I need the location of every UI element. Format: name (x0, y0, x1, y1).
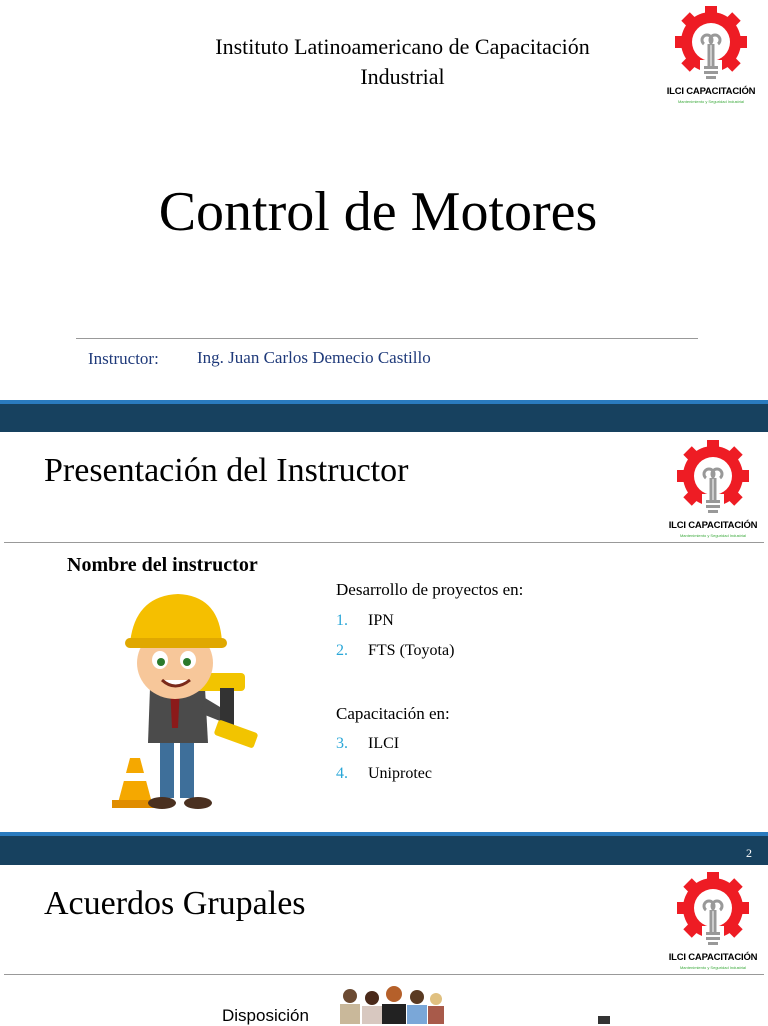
divider (4, 974, 764, 975)
list-item: 3. ILCI (336, 735, 400, 752)
ilci-logo: ILCI CAPACITACIÓN Mantenimiento y Seguridad Industrial (668, 870, 758, 975)
list-item: 4. Uniprotec (336, 765, 432, 782)
divider (4, 542, 764, 543)
projects-heading: Desarrollo de proyectos en: (336, 580, 524, 599)
name-heading: Nombre del instructor (67, 554, 258, 576)
page-number: 2 (746, 846, 752, 860)
list-item: 1. IPN (336, 612, 394, 629)
gear-bulb-icon (668, 438, 758, 520)
photo-fragment (598, 1016, 610, 1024)
ilci-logo: ILCI CAPACITACIÓN Mantenimiento y Seguridad Industrial (666, 4, 756, 109)
institute-name: Instituto Latinoamericano de Capacitación Industrial (215, 34, 590, 89)
gear-bulb-icon (668, 870, 758, 952)
instructor-name: Ing. Juan Carlos Demecio Castillo (197, 348, 431, 367)
list-item: 2. FTS (Toyota) (336, 642, 455, 659)
slide-separator-bar (0, 832, 768, 865)
gear-bulb-icon (666, 4, 756, 86)
slide-title: Presentación del Instructor (44, 452, 409, 489)
image-caption: Disposición (222, 1006, 309, 1025)
slide-separator-bar (0, 400, 768, 432)
training-heading: Capacitación en: (336, 704, 450, 723)
group-photo (330, 984, 450, 1024)
ilci-logo: ILCI CAPACITACIÓN Mantenimiento y Seguridad Industrial (668, 438, 758, 543)
slide-title: Acuerdos Grupales (44, 885, 306, 922)
instructor-label: Instructor: (88, 349, 159, 368)
presentation-title: Control de Motores (158, 181, 598, 243)
divider (76, 338, 698, 339)
engineer-illustration (100, 588, 270, 820)
